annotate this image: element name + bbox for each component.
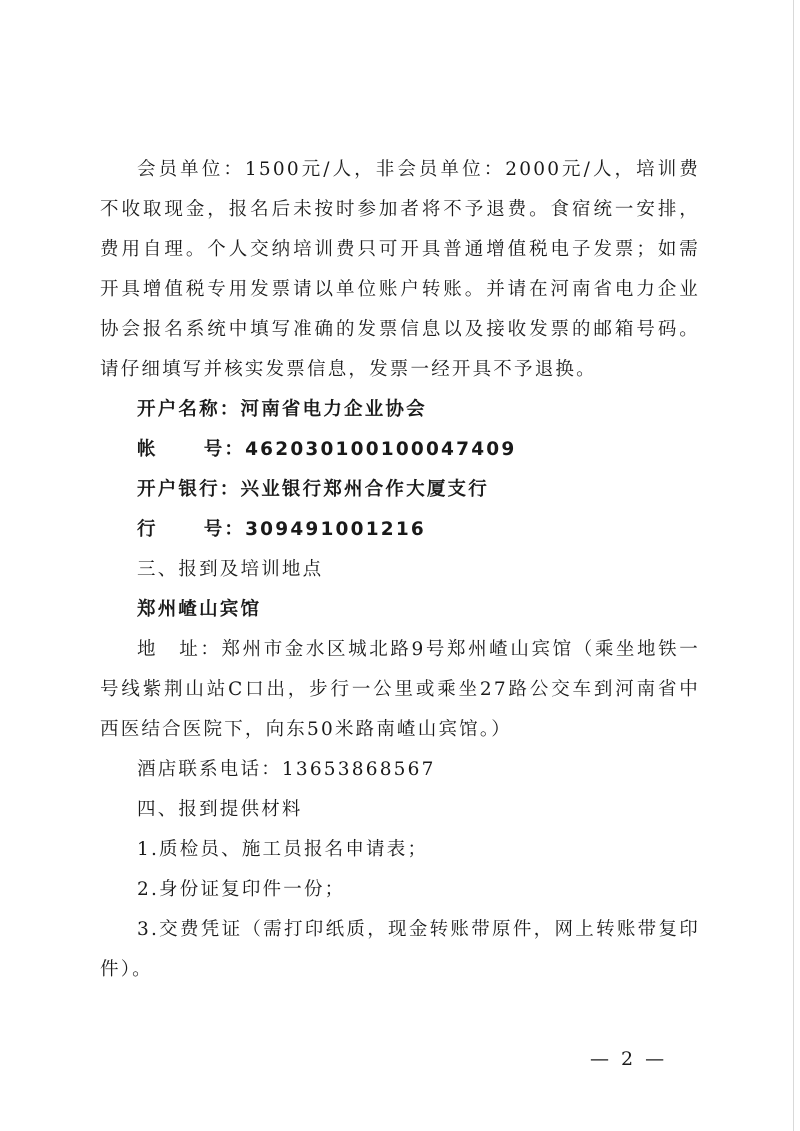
bank-value: 兴业银行郑州合作大厦支行 (240, 479, 489, 500)
scan-edge (793, 0, 794, 1131)
account-name-label: 开户名称： (137, 399, 241, 420)
document-body (100, 150, 700, 990)
bank-line (100, 470, 700, 510)
material-item-2: 2.身份证复印件一份； (137, 879, 346, 900)
bank-number-label-2: 号： (203, 519, 246, 540)
bank-number-line (100, 510, 700, 550)
account-number-line (100, 430, 700, 470)
material-item-1: 1.质检员、施工员报名申请表； (137, 839, 429, 860)
account-name-value: 河南省电力企业协会 (240, 399, 427, 420)
section3-heading: 三、报到及培训地点 (137, 559, 324, 580)
venue-name: 郑州嵖山宾馆 (137, 599, 262, 620)
account-number-value: 462030100100047409 (245, 439, 517, 460)
account-number-label-1: 帐 (137, 439, 158, 460)
bank-number-label-1: 行 (137, 519, 158, 540)
material-item-3: 3.交费凭证（需打印纸质，现金转账带原件，网上转账带复印件）。 (100, 919, 700, 980)
bank-number-value: 309491001216 (245, 519, 426, 540)
hotel-phone: 酒店联系电话：13653868567 (137, 759, 436, 780)
section4-heading: 四、报到提供材料 (137, 799, 303, 820)
fee-paragraph: 会员单位：1500元/人，非会员单位：2000元/人，培训费不收取现金，报名后未按时参加者将不予退费。食宿统一安排，费用自理。个人交纳培训费只可开具普通增值税电子发票；如需开具增值税专用发票请以单位账户转账。并请在河南省电力企业协会报名系统中填写准确的发票信息以及接收发票的邮箱号码。请仔细填写并核实发票信息，发票一经开具不予退换。 (100, 159, 700, 380)
bank-label: 开户银行： (137, 479, 241, 500)
page-number: — 2 — (590, 1048, 668, 1070)
venue-address: 地 址：郑州市金水区城北路9号郑州嵖山宾馆（乘坐地铁一号线紫荆山站C口出，步行一公里或乘坐27路公交车到河南省中西医结合医院下，向东50米路南嵖山宾馆。） (100, 639, 700, 740)
account-name-line (100, 390, 700, 430)
account-number-label-2: 号： (203, 439, 246, 460)
